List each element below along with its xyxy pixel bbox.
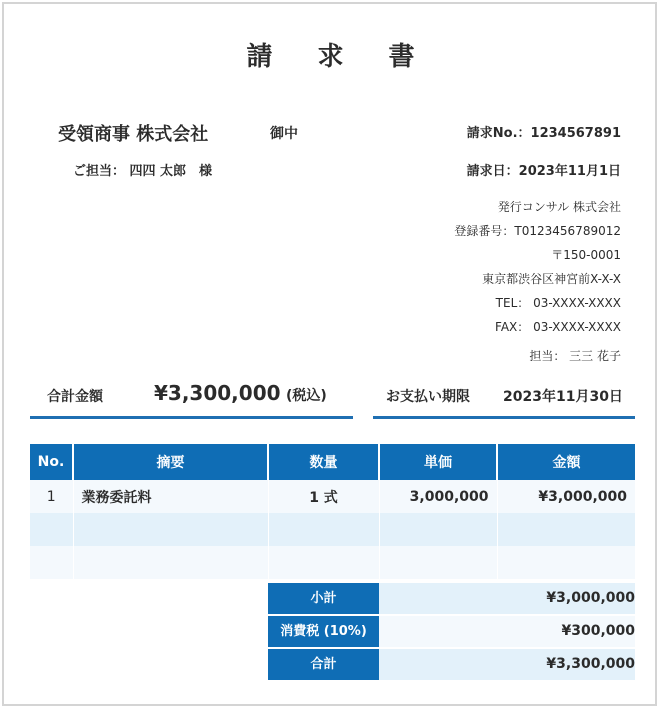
total-amount-value: ¥3,300,000	[154, 381, 281, 405]
header-unit-price: 単価	[379, 444, 497, 480]
tax-value: ¥300,000	[379, 616, 635, 647]
total-tax-note: (税込)	[286, 388, 327, 404]
issuer-fax: FAX： 03-XXXX-XXXX	[495, 320, 621, 334]
header-amount: 金額	[497, 444, 635, 480]
tax-row	[268, 616, 635, 647]
issuer-person: 担当： 三三 花子	[529, 349, 621, 363]
total-amount-label: 合計金額	[47, 389, 103, 405]
cell-unit-price	[379, 513, 497, 546]
cell-quantity	[268, 546, 379, 579]
table-row	[30, 480, 635, 513]
table-row	[30, 546, 635, 579]
document-title: 請 求 書	[246, 42, 433, 72]
recipient-contact: ご担当： 四四 太郎 様	[73, 164, 213, 179]
table-row	[30, 513, 635, 546]
cell-no: 1	[30, 480, 73, 513]
cell-amount	[497, 513, 635, 546]
issuer-postal: 〒150-0001	[551, 248, 621, 262]
header-no: No.	[30, 444, 73, 480]
payment-due-value: 2023年11月30日	[503, 389, 623, 405]
grand-total-row	[268, 649, 635, 680]
issuer-registration: 登録番号：T0123456789012	[454, 224, 621, 238]
payment-due-box	[373, 380, 635, 419]
cell-description	[73, 513, 268, 546]
recipient-honorific: 御中	[270, 126, 298, 142]
recipient-company: 受領商事 株式会社	[58, 124, 209, 145]
cell-description: 業務委託料	[73, 480, 268, 513]
cell-unit-price	[379, 546, 497, 579]
invoice-date: 請求日：2023年11月1日	[466, 164, 621, 179]
cell-no	[30, 546, 73, 579]
subtotal-value: ¥3,000,000	[379, 583, 635, 614]
cell-no	[30, 513, 73, 546]
cell-quantity: 1 式	[268, 480, 379, 513]
subtotal-label: 小計	[268, 583, 379, 614]
items-table	[30, 444, 635, 579]
cell-quantity	[268, 513, 379, 546]
cell-amount	[497, 546, 635, 579]
tax-label: 消費税 (10%)	[268, 616, 379, 647]
cell-unit-price: 3,000,000	[379, 480, 497, 513]
invoice-number: 請求No.：1234567891	[466, 126, 621, 141]
header-quantity: 数量	[268, 444, 379, 480]
cell-amount: ¥3,000,000	[497, 480, 635, 513]
issuer-company: 発行コンサル 株式会社	[497, 200, 621, 214]
issuer-tel: TEL： 03-XXXX-XXXX	[495, 296, 621, 310]
header-description: 摘要	[73, 444, 268, 480]
payment-due-label: お支払い期限	[386, 389, 470, 405]
table-header-row	[30, 444, 635, 480]
grand-total-label: 合計	[268, 649, 379, 680]
grand-total-value: ¥3,300,000	[379, 649, 635, 680]
issuer-address: 東京都渋谷区神宮前X-X-X	[482, 272, 621, 286]
cell-description	[73, 546, 268, 579]
subtotal-row	[268, 583, 635, 614]
total-amount-box	[30, 380, 353, 419]
